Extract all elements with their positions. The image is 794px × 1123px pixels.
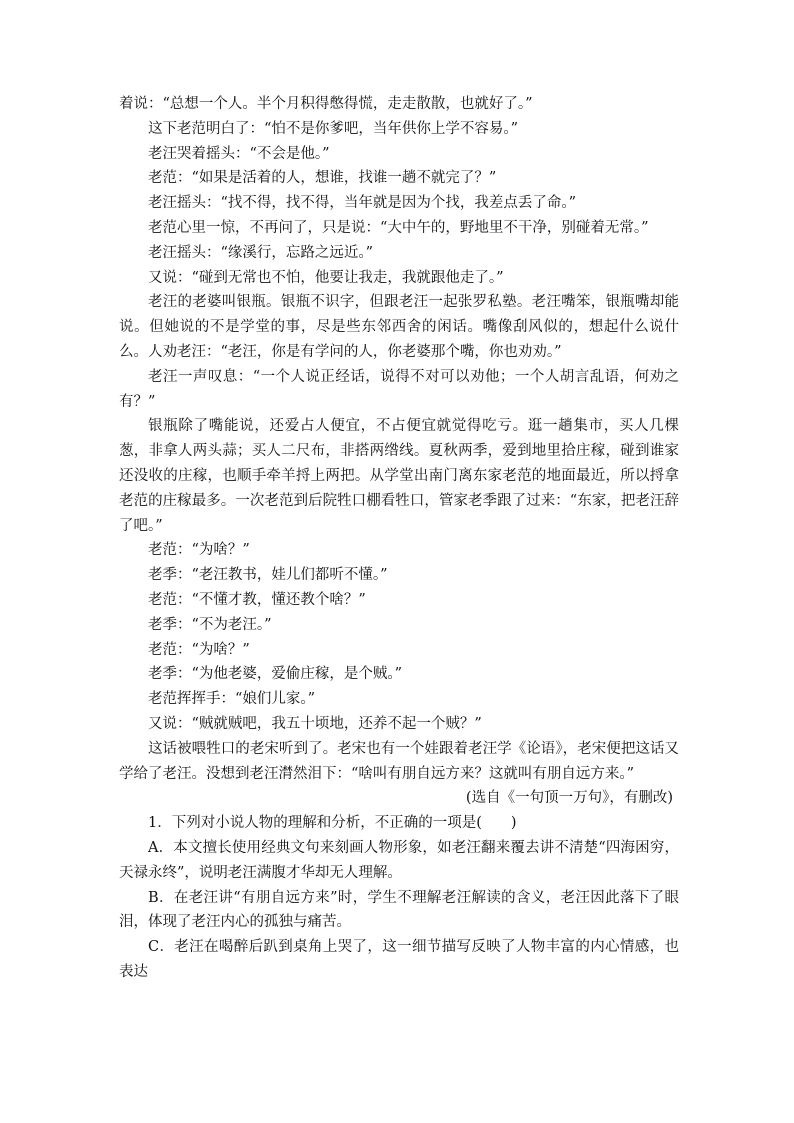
option-a: A．本文擅长使用经典文句来刻画人物形象，如老汪翻来覆去讲不清楚“四海困穷，天禄永终”，说明老汪满腹才华却无人理解。 — [119, 839, 679, 881]
paragraph: 老范挥挥手：“娘们儿家。” — [148, 691, 316, 708]
paragraph: 老季：“老汪教书，娃儿们都听不懂。” — [148, 567, 388, 584]
question-block — [119, 811, 679, 985]
paragraph: 老汪摇头：“缘溪行，忘路之远近。” — [148, 244, 374, 261]
paragraph: 又说：“碰到无常也不怕，他要让我走，我就跟他走了。” — [148, 269, 504, 286]
option-b: B．在老汪讲“有朋自远方来”时，学生不理解老汪解读的含义，老汪因此落下了眼泪，体现了老汪内心的孤独与痛苦。 — [119, 889, 679, 931]
paragraph: 着说：“总想一个人。半个月积得憋得慌，走走散散，也就好了。” — [119, 96, 533, 112]
paragraph: 老汪一声叹息：“一个人说正经话，说得不对可以劝他；一个人胡言乱语，何劝之有？” — [119, 368, 679, 410]
paragraph: 老季：“不为老汪。” — [148, 616, 272, 633]
paragraph: 老季：“为他老婆，爱偷庄稼，是个贼。” — [148, 666, 403, 683]
document-body — [119, 92, 679, 985]
paragraph: 老汪的老婆叫银瓶。银瓶不识字，但跟老汪一起张罗私塾。老汪嘴笨，银瓶嘴却能说。但她说的不是学堂的事，尽是些东邻西舍的闲话。嘴像刮风似的，想起什么说什么。人劝老汪：“老汪，你是有学问的人，你老婆那个嘴，你也劝劝。” — [119, 294, 679, 360]
paragraph: 老范：“如果是活着的人，想谁，找谁一趟不就完了？” — [148, 170, 497, 187]
paragraph: 老范心里一惊，不再问了，只是说：“大中午的，野地里不干净，别碰着无常。” — [148, 219, 649, 236]
paragraph: 老汪摇头：“找不得，找不得，当年就是因为个找，我差点丢了命。” — [148, 195, 577, 212]
question-stem: 1．下列对小说人物的理解和分析，不正确的一项是( ) — [148, 815, 517, 832]
paragraph: 老范：“为啥？” — [148, 542, 250, 559]
paragraph: 银瓶除了嘴能说，还爱占人便宜，不占便宜就觉得吃亏。逛一趟集市，买人几棵葱，非拿人两头蒜；买人二尺布，非搭两绺线。夏秋两季，爱到地里拾庄稼，碰到谁家还没收的庄稼，也顺手牵羊捋上两把。从学堂出南门离东家老范的地面最近，所以捋拿老范的庄稼最多。一次老范到后院牲口棚看牲口，管家老季跟了过来：“东家，把老汪辞了吧。” — [119, 418, 679, 534]
story-text — [119, 92, 679, 786]
paragraph: 老范：“不懂才教，懂还教个啥？” — [148, 591, 366, 608]
source-note: (选自《一句顶一万句》，有删改) — [465, 790, 673, 807]
option-c: C．老汪在喝醉后趴到桌角上哭了，这一细节描写反映了人物丰富的内心情感，也表达 — [119, 939, 679, 980]
paragraph: 又说：“贼就贼吧，我五十顷地，还养不起一个贼？” — [148, 715, 482, 732]
paragraph: 这下老范明白了：“怕不是你爹吧，当年供你上学不容易。” — [148, 120, 519, 137]
paragraph: 老范：“为啥？” — [148, 641, 250, 658]
paragraph: 这话被喂牲口的老宋听到了。老宋也有一个娃跟着老汪学《论语》，老宋便把这话又学给了老汪。没想到老汪潸然泪下：“啥叫有朋自远方来？这就叫有朋自远方来。” — [119, 740, 679, 782]
paragraph: 老汪哭着摇头：“不会是他。” — [148, 145, 330, 162]
